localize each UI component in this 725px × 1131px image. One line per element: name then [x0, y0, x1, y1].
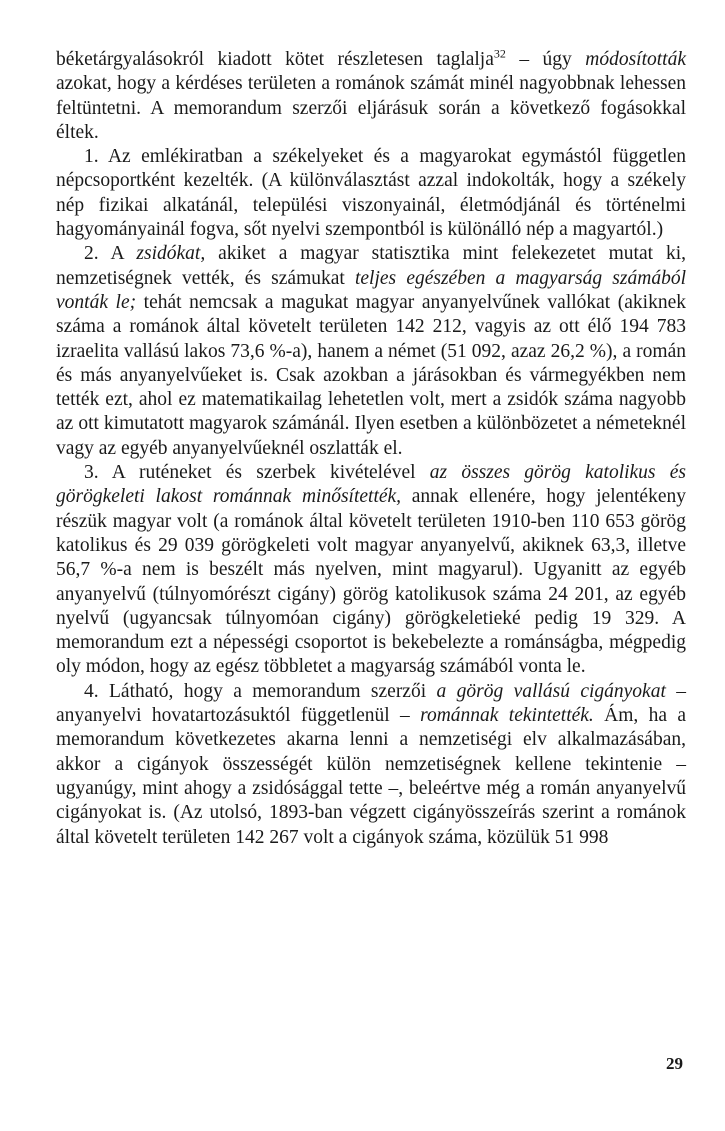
- italic-text: zsidókat,: [136, 243, 206, 265]
- text-run: – úgy: [505, 49, 586, 70]
- text-run: Ám, ha a memorandum következetes akarna lenni a nemzetiségi elv alkalmazásában, akkor a cigányok összességét külön nemzetiségnek kellene tekintenie – ugyanúgy, mint ahogy a zsidósággal tette –, beleértve még a román anyanyelvű cigányokat is. (Az utolsó, 1893-ban végzett cigányösszeírás szerint a románok által követelt területen 142 267 volt a cigányok száma, közülük 51 998: [56, 705, 687, 848]
- text-run: béketárgyalásokról kiadott kötet részletesen taglalja: [56, 49, 494, 70]
- paragraph-item-2: [56, 242, 686, 461]
- text-run: azokat, hogy a kérdéses területen a románok számát minél nagyobbnak lehessen feltüntetni. A memorandum szerzői eljárásuk során a következő fogásokkal éltek.: [56, 73, 686, 143]
- paragraph-intro: [56, 48, 686, 145]
- italic-text: a görög vallású cigányokat: [436, 680, 666, 702]
- italic-text: módosították: [585, 49, 686, 70]
- text-run: 3. A ruténeket és szerbek kivételével: [84, 462, 430, 484]
- paragraph-item-4: [56, 680, 686, 850]
- text-run: tehát nemcsak a magukat magyar anyanyelvűnek vallókat (akiknek száma a románok által követelt területen 142 212, vagyis az ott élő 194 783 izraelita vallású lakos 73,6 %-a), hanem a német (51 092, azaz 26,2 %), a román és más anyanyelvűeket is. Csak azokban a járásokban és vármegyékben nem tették ezt, ahol ez matematikailag lehetetlen volt, mert a zsidók száma nagyobb az ott kimutatott magyarok számánál. Ilyen esetben a különbözetet a németeknél vagy az egyéb anyanyelvűeknél oszlatták el.: [56, 291, 687, 459]
- text-run: 1. Az emlékiratban a székelyeket és a magyarokat egymástól független népcsoportként kezelték. (A különválasztást azzal indokolták, hogy a székely nép fizikai alkatánál, települési viszonyainál, életmódjánál és történelmi hagyományainál fogva, sőt nyelvi szempontból is különálló nép a magyartól.): [56, 146, 686, 241]
- footnote-ref: 32: [493, 46, 506, 61]
- body-text: [56, 48, 686, 850]
- text-run: annak ellenére, hogy jelentékeny részük magyar volt (a románok által követelt területen 1910-ben 110 653 görög katolikus és 29 039 görögkeleti volt magyar anyanyelvű, akiknek 63,3, illetve 56,7 %-a nem is beszélt más nyelven, mint magyarul). Ugyanitt az egyéb anyanyelvű (túlnyomórészt cigány) görög katolikusok száma 24 201, az egyéb nyelvű (ugyancsak túlnyomóan cigány) görögkeletieké pedig 19 329. A memorandum ezt a népességi csoportot is bekebelezte a románságba, mégpedig oly módon, hogy az egész többletet a magyarság számából vonta le.: [56, 486, 686, 678]
- italic-text: teljes egészében a magyarság számából vonták le;: [56, 267, 686, 313]
- text-run: – anyanyelvi hovatartozásuktól függetlenül –: [56, 680, 687, 727]
- italic-text: románnak tekintették.: [420, 705, 594, 727]
- italic-text: az összes görög katolikus és görögkeleti lakost románnak minősítették,: [56, 462, 686, 508]
- text-run: akiket a magyar statisztika mint felekezetet mutat ki, nemzetiségnek vették, és számukat: [56, 243, 686, 289]
- text-run: 2. A: [84, 243, 137, 265]
- paragraph-item-3: [56, 461, 686, 680]
- paragraph-item-1: [56, 145, 686, 242]
- page-number: 29: [666, 1054, 683, 1073]
- text-run: 4. Látható, hogy a memorandum szerzői: [84, 680, 437, 702]
